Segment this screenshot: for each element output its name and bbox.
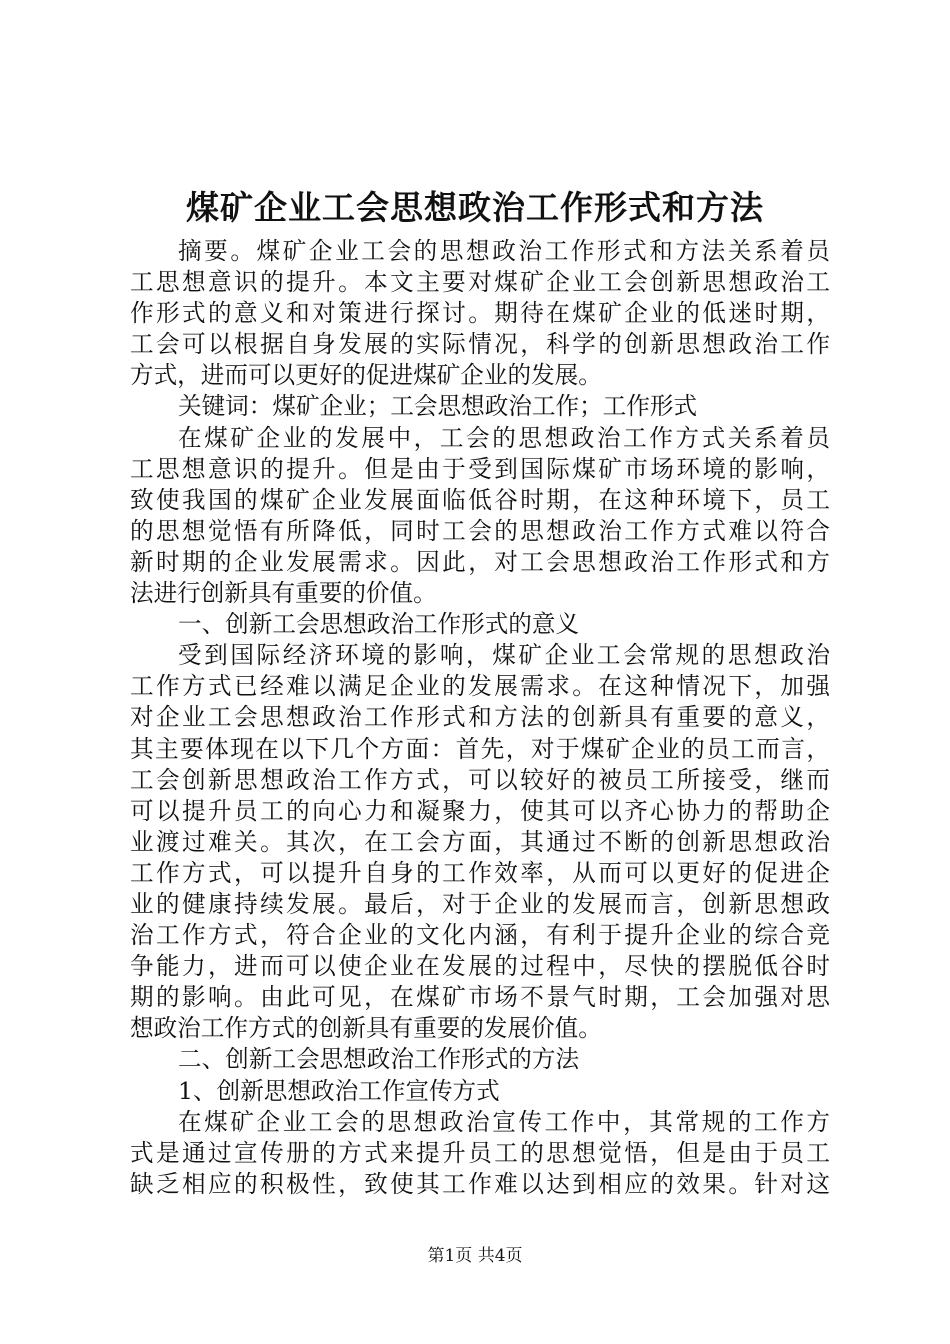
text-line: 缺乏相应的积极性，致使其工作难以达到相应的效果。针对这 bbox=[130, 1169, 830, 1198]
page-footer: 第1页 共4页 bbox=[427, 1246, 523, 1266]
text-line: 期的影响。由此可见，在煤矿市场不景气时期，工会加强对思 bbox=[130, 983, 830, 1012]
text-line: 工作方式，可以提升自身的工作效率，从而可以更好的促进企 bbox=[130, 858, 830, 887]
text-line: 工思想意识的提升。本文主要对煤矿企业工会创新思想政治工 bbox=[130, 268, 830, 297]
text-line: 争能力，进而可以使企业在发展的过程中，尽快的摆脱低谷时 bbox=[130, 952, 830, 981]
text-line: 想政治工作方式的创新具有重要的发展价值。 bbox=[130, 1014, 602, 1043]
text-line: 法进行创新具有重要的价值。 bbox=[130, 579, 437, 608]
text-line: 对企业工会思想政治工作形式和方法的创新具有重要的意义， bbox=[130, 703, 830, 732]
text-line: 工会创新思想政治工作方式，可以较好的被员工所接受，继而 bbox=[130, 765, 830, 794]
text-line: 摘要。煤矿企业工会的思想政治工作形式和方法关系着员 bbox=[178, 237, 830, 265]
text-line: 的思想觉悟有所降低，同时工会的思想政治工作方式难以符合 bbox=[130, 516, 830, 545]
text-line: 关键词：煤矿企业；工会思想政治工作；工作形式 bbox=[178, 392, 698, 421]
text-line: 在煤矿企业工会的思想政治宣传工作中，其常规的工作方 bbox=[178, 1107, 830, 1136]
text-line: 方式，进而可以更好的促进煤矿企业的发展。 bbox=[130, 361, 602, 390]
text-line: 业渡过难关。其次，在工会方面，其通过不断的创新思想政治 bbox=[130, 827, 830, 856]
text-line: 治工作方式，符合企业的文化内涵，有利于提升企业的综合竞 bbox=[130, 921, 830, 950]
document-title: 煤矿企业工会思想政治工作形式和方法 bbox=[186, 188, 764, 227]
text-line: 工会可以根据自身发展的实际情况，科学的创新思想政治工作 bbox=[130, 330, 830, 359]
text-line: 致使我国的煤矿企业发展面临低谷时期，在这种环境下，员工 bbox=[130, 485, 830, 514]
text-line: 1、创新思想政治工作宣传方式 bbox=[178, 1076, 500, 1105]
text-line: 新时期的企业发展需求。因此，对工会思想政治工作形式和方 bbox=[130, 547, 830, 576]
text-line: 一、创新工会思想政治工作形式的意义 bbox=[178, 610, 580, 639]
text-line: 工思想意识的提升。但是由于受到国际煤矿市场环境的影响， bbox=[130, 454, 830, 483]
text-line: 受到国际经济环境的影响，煤矿企业工会常规的思想政治 bbox=[178, 641, 830, 670]
text-line: 在煤矿企业的发展中，工会的思想政治工作方式关系着员 bbox=[178, 423, 830, 452]
text-line: 可以提升员工的向心力和凝聚力，使其可以齐心协力的帮助企 bbox=[130, 796, 830, 825]
text-line: 其主要体现在以下几个方面：首先，对于煤矿企业的员工而言， bbox=[130, 734, 830, 763]
text-line: 业的健康持续发展。最后，对于企业的发展而言，创新思想政 bbox=[130, 889, 830, 918]
text-line: 式是通过宣传册的方式来提升员工的思想觉悟，但是由于员工 bbox=[130, 1138, 830, 1167]
document-body bbox=[130, 236, 830, 1200]
text-line: 作形式的意义和对策进行探讨。期待在煤矿企业的低迷时期， bbox=[130, 299, 830, 328]
text-line: 工作方式已经难以满足企业的发展需求。在这种情况下，加强 bbox=[130, 672, 830, 701]
text-line: 二、创新工会思想政治工作形式的方法 bbox=[178, 1045, 580, 1074]
